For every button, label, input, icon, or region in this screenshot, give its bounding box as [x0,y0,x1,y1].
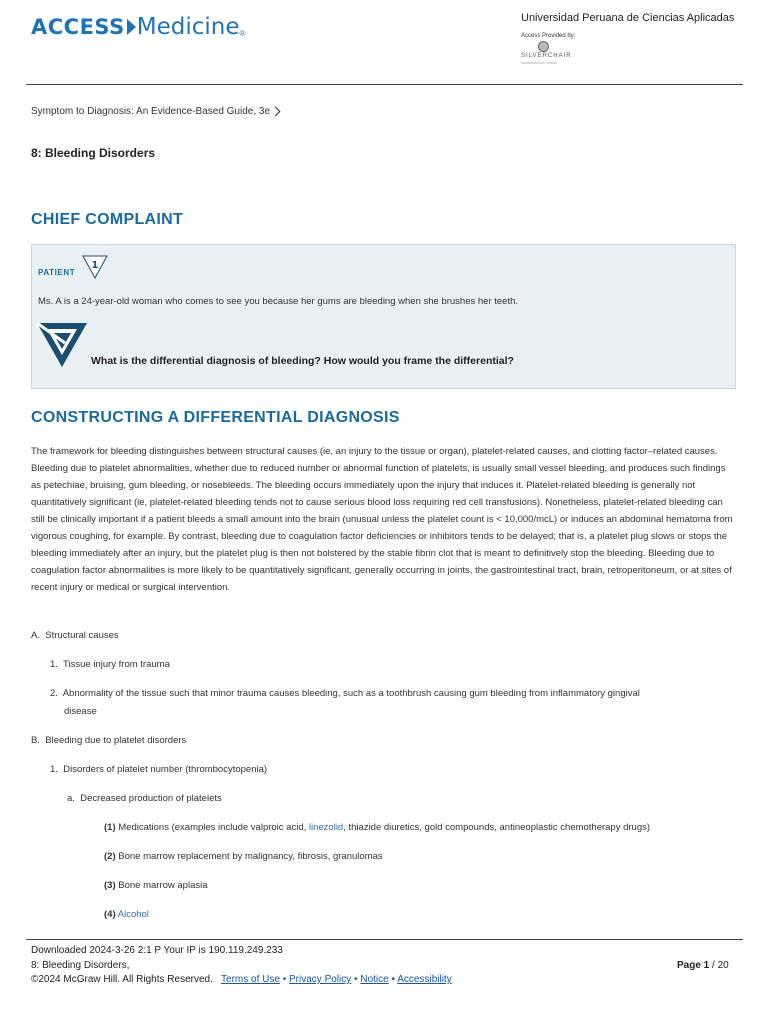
list-item-text: Bone marrow aplasia [118,880,208,891]
list-item-text: Medications (examples include valproic acid, [118,822,309,833]
breadcrumb[interactable] [31,106,279,117]
list-marker: B. [31,735,40,746]
silverchair-logo: SILVERCHAIR [521,53,572,59]
patient-label: PATIENT [38,268,76,277]
institution-name: Universidad Peruana de Ciencias Aplicadas [521,12,735,24]
differential-heading: CONSTRUCTING A DIFFERENTIAL DIAGNOSIS [31,409,400,426]
list-item-b1a-3 [104,877,208,894]
list-item-b1a-2 [104,848,383,865]
chief-complaint-heading: CHIEF COMPLAINT [31,211,184,228]
breadcrumb-book-link[interactable]: Symptom to Diagnosis: An Evidence-Based Guide, 3e [31,106,271,117]
bullet-separator: • [354,974,358,985]
list-marker: (4) [104,909,116,920]
patient-case-box [31,244,736,389]
question-logo-icon [37,323,87,367]
list-marker: 1. [50,764,58,775]
privacy-policy-link[interactable]: Privacy Policy [289,974,352,985]
terms-of-use-link[interactable]: Terms of Use [221,974,280,985]
bullet-separator: • [391,974,395,985]
silverchair-emblem-icon [538,41,549,52]
list-marker: 2. [50,688,58,699]
list-item-a2-cont: disease [64,706,97,717]
list-marker: (2) [104,851,116,862]
page-header [0,0,768,85]
chapter-title: 8: Bleeding Disorders [31,146,156,160]
copyright-text: ©2024 McGraw Hill. All Rights Reserved. [31,974,213,985]
logo-arrow-icon [127,19,136,35]
alcohol-link[interactable]: Alcohol [117,909,149,920]
footer-legal [31,974,452,985]
linezolid-link[interactable]: linezolid [308,822,344,833]
logo-access-text: ACCESS [31,15,125,39]
list-item-b1 [50,761,267,778]
patient-case-text: Ms. A is a 24-year-old woman who comes to see you because her gums are bleeding when she brushes her teeth. [38,296,519,307]
list-marker: a. [67,793,75,804]
footer-chapter: 8: Bleeding Disorders, [31,960,130,971]
list-item-text: Bleeding due to platelet disorders [45,735,187,746]
accessmedicine-logo[interactable] [31,14,245,40]
list-item-b1a [67,790,222,807]
notice-link[interactable]: Notice [360,974,389,985]
list-item-text: Abnormality of the tissue such that minor trauma causes bleeding, such as a toothbrush causing gum bleeding from inflammatory gingival [62,688,640,699]
list-marker: (1) [104,822,116,833]
footer-divider [26,939,743,940]
list-item-text: Structural causes [45,630,119,641]
bullet-separator: • [282,974,287,985]
differential-question: What is the differential diagnosis of bleeding? How would you frame the differential? [91,355,514,367]
list-marker: A. [31,630,40,641]
access-provided-label: Access Provided by: [521,33,576,39]
patient-number: 1 [91,260,99,271]
framework-paragraph: The framework for bleeding distinguishes between structural causes (ie, an injury to the tissue or organ), platelet-related causes, and clotting factor–related causes. Bleeding due to platelet abnormalities, whether due to reduced number or abnormal function of platelets, is usually small vessel bleeding, and produces such findings as petechiae, bruising, gum bleeding, or nosebleeds. The bleeding occurs immediately upon the injury that induces it. Platelet-related bleeding is generally not quantitatively significant (ie, platelet-related bleeding tends not to cause serious blood loss requiring red cell transfusions). Nonetheless, platelet-related bleeding can still be clinically important if a patient bleeds a small amount into the brain (unusual unless the platelet count is < 10,000/mcL) or induces an abdominal hematoma from vigorous coughing, for example. By contrast, bleeding due to coagulation factor deficiencies or inhibitors tends to be delayed; that is, a platelet plug slows or stops the bleeding immediately after an injury, but the platelet plug is then not bolstered by the stable fibrin clot that is meant to definitively stop the bleeding. Bleeding due to coagulation factor abnormalities is more likely to be quantitatively significant, generally occurring in joints, the gastrointestinal tract, brain, retroperitoneum, or at sites of recent injury or medical or surgical intervention. [31,446,733,593]
list-item-text: Bone marrow replacement by malignancy, fibrosis, granulomas [118,851,383,862]
silverchair-tagline: INFORMATION/SYSTEMS [521,61,557,65]
header-divider [26,84,743,85]
list-item-text: Disorders of platelet number (thrombocytopenia) [63,764,268,775]
list-item-b1a-4 [104,906,149,923]
logo-registered-mark: ® [239,29,246,38]
list-item-b [31,732,186,749]
list-marker: 1. [50,659,58,670]
list-item-text: Tissue injury from trauma [63,659,170,670]
page-current: Page 1 [677,960,710,971]
logo-medicine-text: Medicine [136,14,240,40]
list-item-text: Decreased production of platelets [80,793,222,804]
page-indicator [677,960,729,971]
download-info: Downloaded 2024-3-26 2:1 P Your IP is 190.119.249.233 [31,945,283,956]
list-item-a [31,627,119,644]
list-item-a1 [50,656,170,673]
list-item-text: , thiazide diuretics, gold compounds, antineoplastic chemotherapy drugs) [343,822,651,833]
chevron-right-icon [271,107,281,117]
page-total: / 20 [709,960,729,971]
list-marker: (3) [104,880,116,891]
accessibility-link[interactable]: Accessibility [397,974,452,985]
list-item-b1a-1 [104,819,650,836]
list-item-a2 [50,685,640,702]
patient-number-badge-icon [82,255,108,279]
